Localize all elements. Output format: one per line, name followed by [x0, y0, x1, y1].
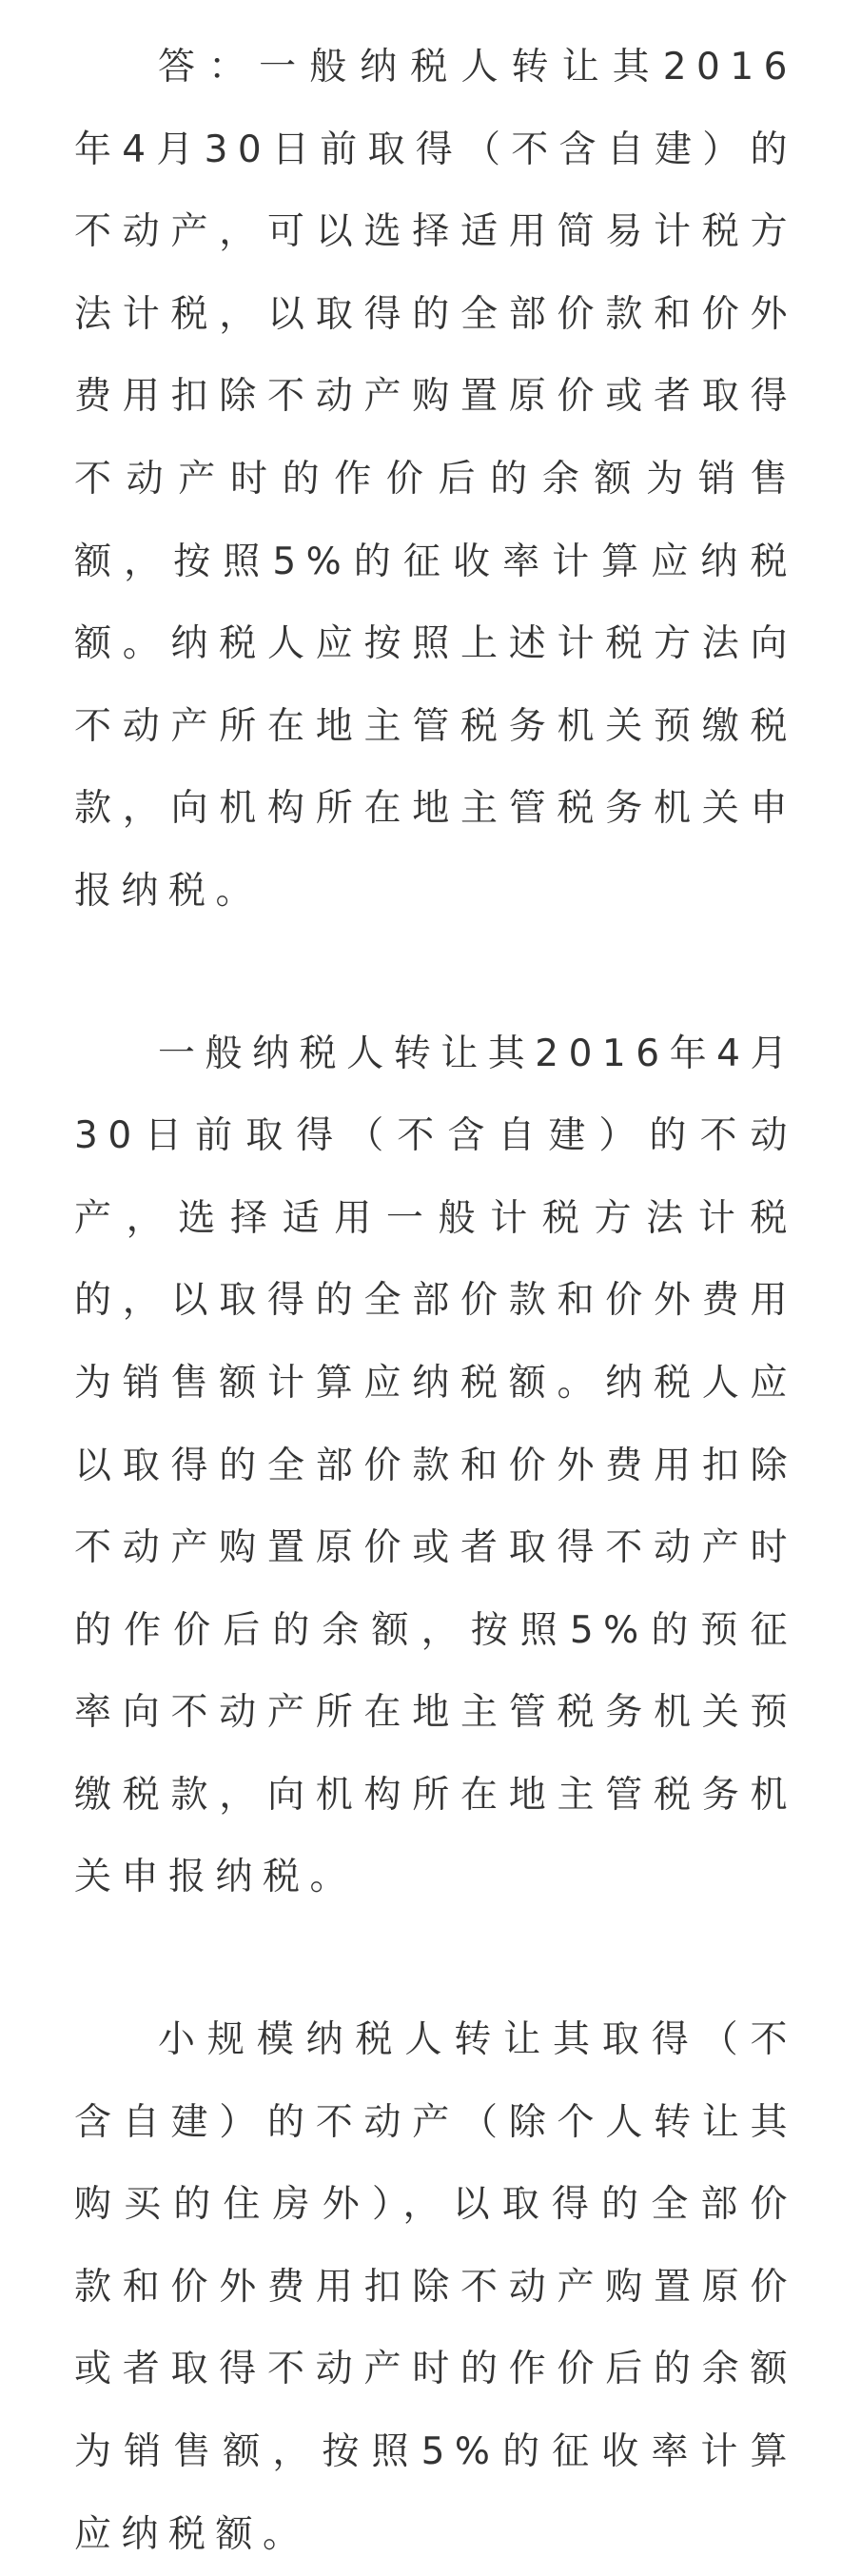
answer-paragraph-2: 一般纳税人转让其2016年4月30日前取得（不含自建）的不动产，选择适用一般计税方法计税的，以取得的全部价款和价外费用为销售额计算应纳税额。纳税人应以取得的全部价款和价外费用扣除不动产购置原价或者取得不动产时的作价后的余额，按照5%的预征率向不动产所在地主管税务机关预缴税款，向机构所在地主管税务机关申报纳税。 [74, 1032, 797, 1899]
answer-paragraph-1: 答：一般纳税人转让其2016年4月30日前取得（不含自建）的不动产，可以选择适用简易计税方法计税，以取得的全部价款和价外费用扣除不动产购置原价或者取得不动产时的作价后的余额为销售额，按照5%的征收率计算应纳税额。纳税人应按照上述计税方法向不动产所在地主管税务机关预缴税款，向机构所在地主管税务机关申报纳税。 [74, 46, 797, 913]
article-body [74, 27, 797, 2576]
answer-paragraph-3: 小规模纳税人转让其取得（不含自建）的不动产（除个人转让其购买的住房外），以取得的全部价款和价外费用扣除不动产购置原价或者取得不动产时的作价后的余额为销售额，按照5%的征收率计算应纳税额。 [74, 2018, 797, 2556]
